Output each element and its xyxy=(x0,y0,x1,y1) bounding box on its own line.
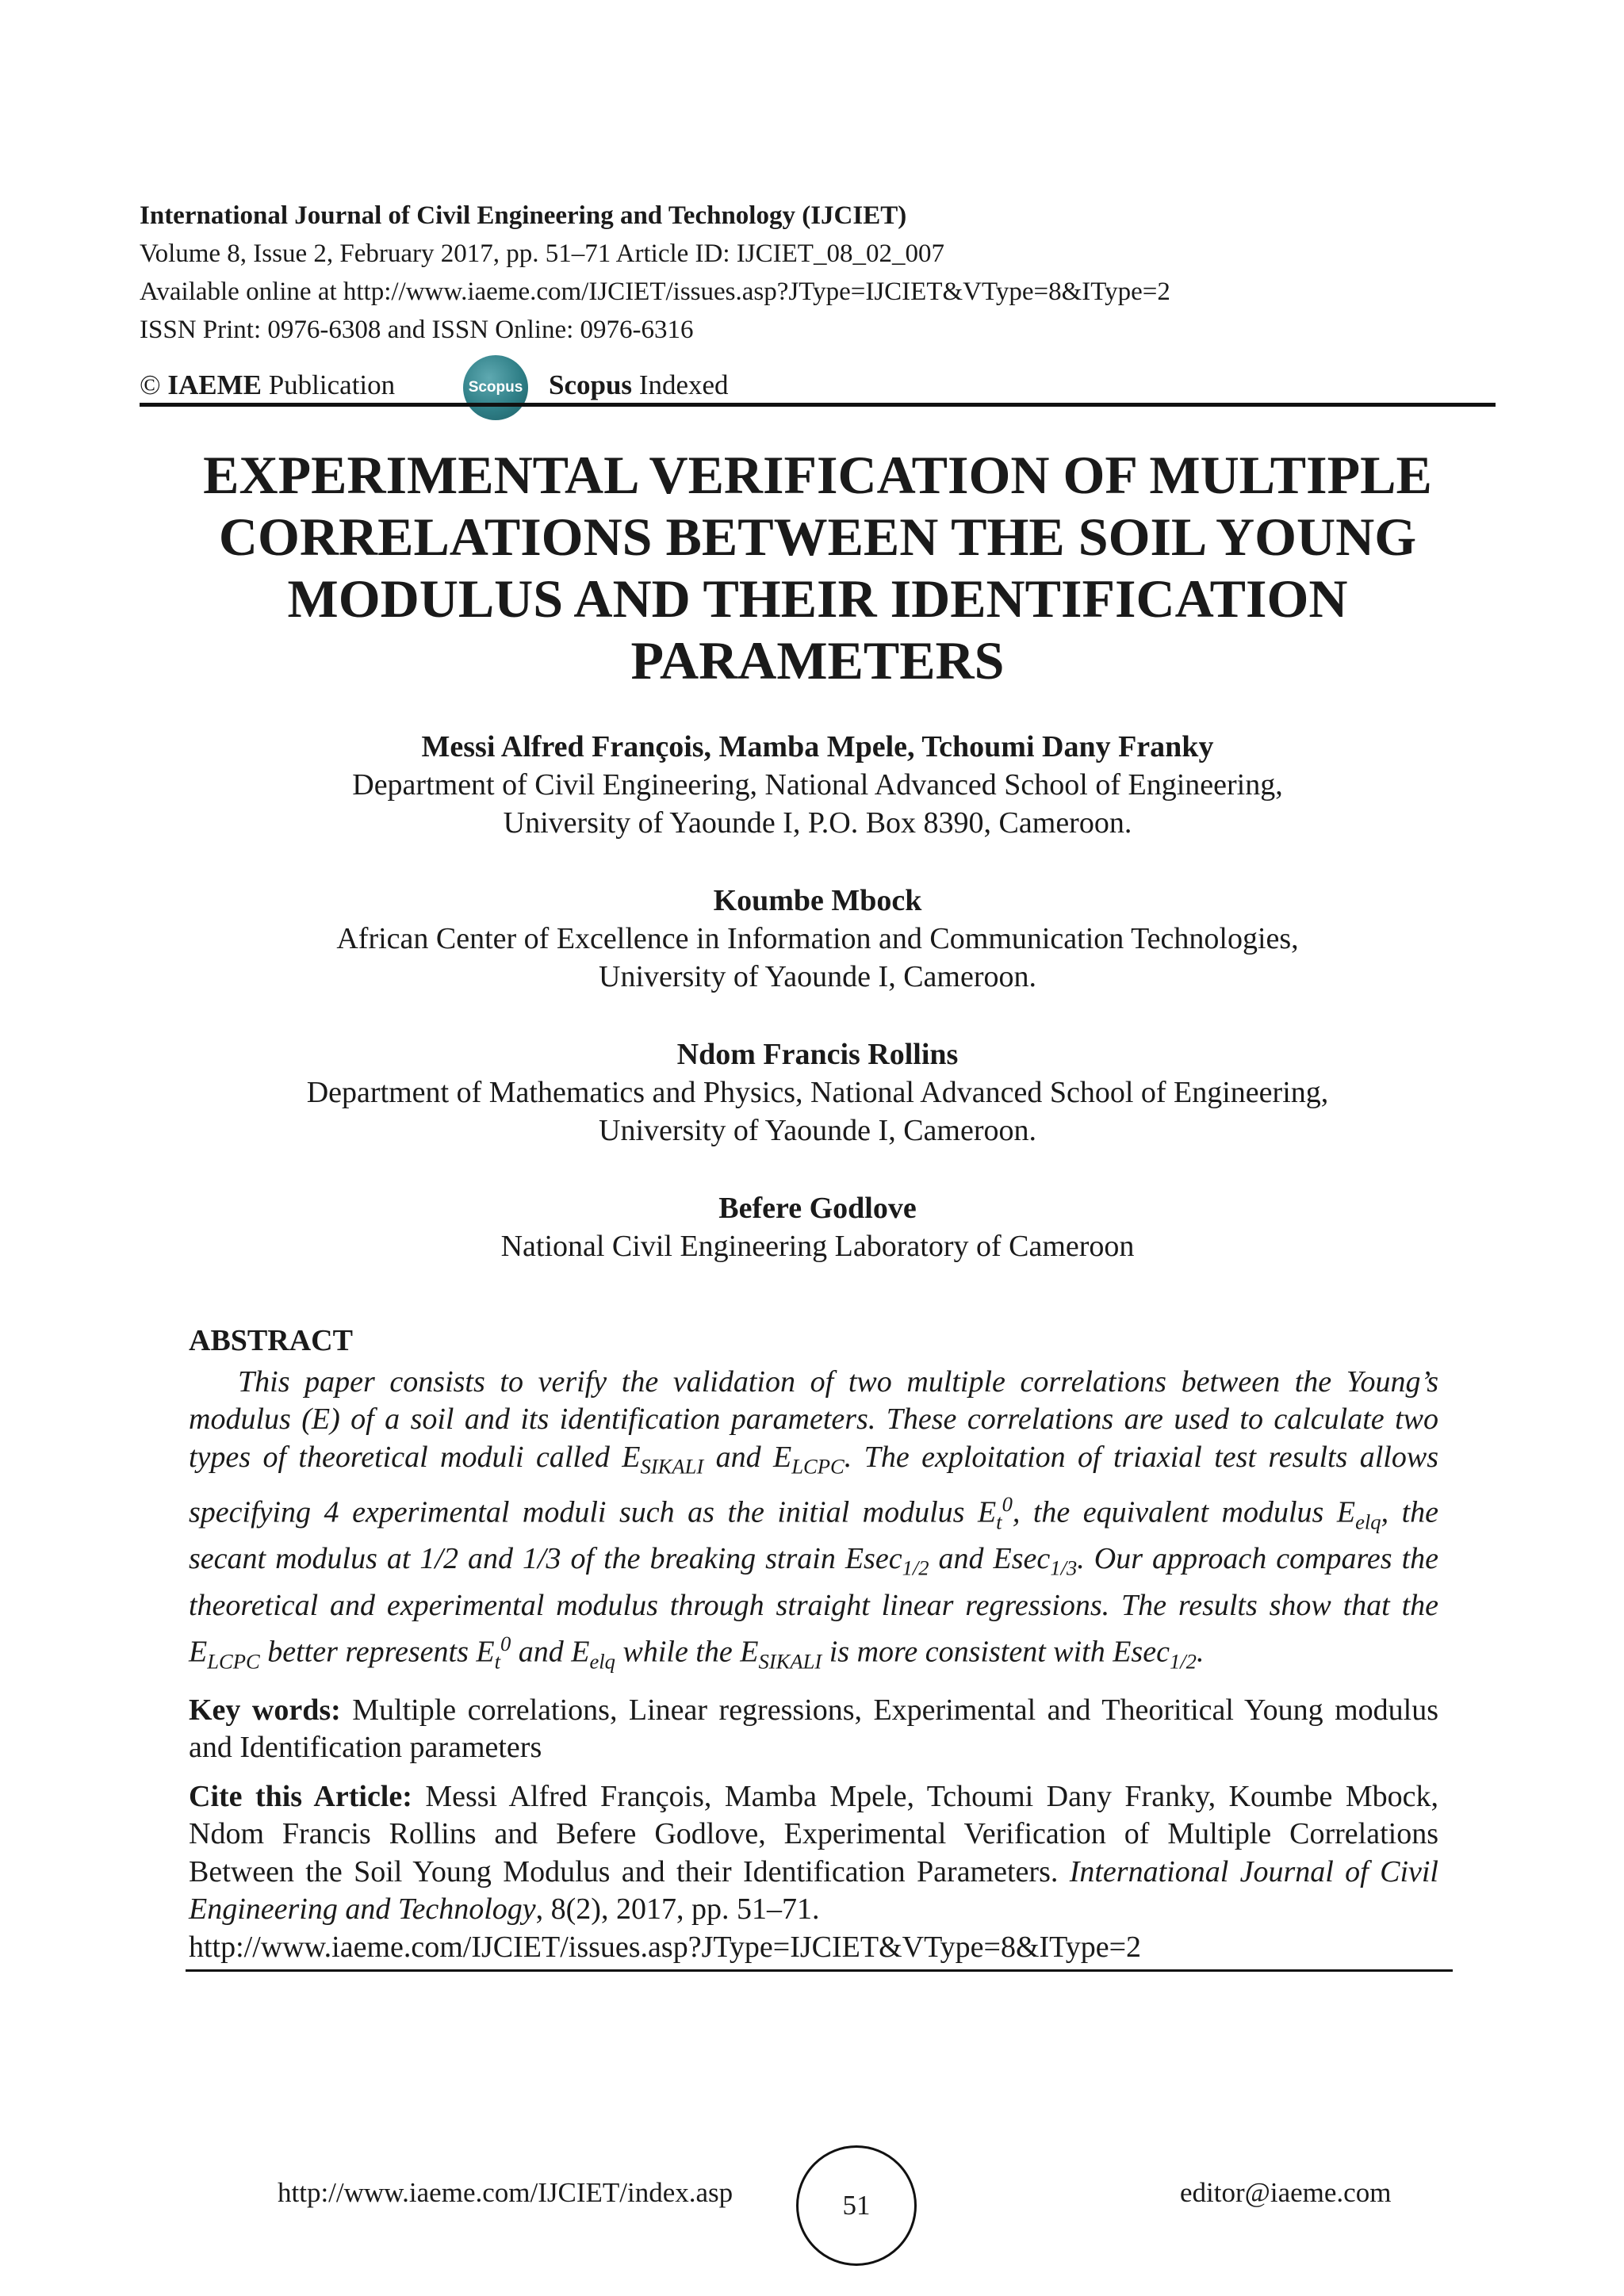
author-names: Befere Godlove xyxy=(718,1192,917,1225)
publisher-label xyxy=(140,369,395,401)
availability-link[interactable]: Available online at http://www.iaeme.com/IJCIET/issues.asp?JType=IJCIET&VType=8&IType=2 xyxy=(140,277,1170,306)
citation-divider xyxy=(186,1969,1453,1972)
title-line: PARAMETERS xyxy=(630,630,1005,691)
publisher-name: IAEME xyxy=(167,369,262,400)
title-line: MODULUS AND THEIR IDENTIFICATION xyxy=(287,568,1348,629)
cite-label: Cite this Article: xyxy=(189,1779,412,1813)
author-block xyxy=(140,1189,1496,1265)
author-block xyxy=(140,882,1496,996)
publisher-suffix: Publication xyxy=(261,369,396,400)
affiliation-line: University of Yaounde I, Cameroon. xyxy=(599,960,1036,993)
author-names: Ndom Francis Rollins xyxy=(676,1038,959,1071)
author-block xyxy=(140,1035,1496,1150)
cite-url[interactable]: http://www.iaeme.com/IJCIET/issues.asp?JType=IJCIET&VType=8&IType=2 xyxy=(189,1930,1142,1964)
publication-row xyxy=(140,355,1496,404)
citation-paragraph xyxy=(189,1778,1438,1967)
cite-journal: International Journal of Civil Engineering and Technology xyxy=(189,1854,1438,1927)
scopus-name: Scopus xyxy=(549,369,633,400)
issn-info: ISSN Print: 0976-6308 and ISSN Online: 0976-6316 xyxy=(140,316,694,344)
affiliation-line: National Civil Engineering Laboratory of Cameroon xyxy=(500,1230,1135,1263)
affiliation-line: Department of Mathematics and Physics, National Advanced School of Engineering, xyxy=(306,1076,1329,1109)
abstract-section xyxy=(189,1322,1438,1966)
author-names: Koumbe Mbock xyxy=(713,884,922,917)
page-number: 51 xyxy=(796,2145,917,2266)
author-block xyxy=(140,728,1496,842)
affiliation-line: Department of Civil Engineering, National Advanced School of Engineering, xyxy=(352,768,1283,802)
volume-info: Volume 8, Issue 2, February 2017, pp. 51–71 Article ID: IJCIET_08_02_007 xyxy=(140,239,944,268)
journal-title: International Journal of Civil Engineering and Technology (IJCIET) xyxy=(140,201,907,230)
cite-text: Messi Alfred François, Mamba Mpele, Tchoumi Dany Franky, Koumbe Mbock, Ndom Francis Rollins and Befere Godlove, Experimental Verification of Multiple Correlations Between the Soil Young Modulus and their Identification Parameters. xyxy=(189,1779,1438,1888)
affiliation-line: African Center of Excellence in Information and Communication Technologies, xyxy=(336,922,1299,955)
abstract-heading: ABSTRACT xyxy=(189,1324,353,1357)
page-footer xyxy=(0,2145,1624,2256)
title-line: CORRELATIONS BETWEEN THE SOIL YOUNG xyxy=(218,507,1417,567)
journal-header xyxy=(140,197,1496,349)
cite-details: , 8(2), 2017, pp. 51–71. xyxy=(535,1892,820,1927)
affiliation-line: University of Yaounde I, Cameroon. xyxy=(599,1114,1036,1147)
footer-email-link[interactable]: editor@iaeme.com xyxy=(1180,2177,1392,2208)
copyright-symbol: © xyxy=(140,369,168,400)
scopus-indexed-label xyxy=(549,369,729,401)
keywords-paragraph xyxy=(189,1692,1438,1767)
abstract-body: This paper consists to verify the validation of two multiple correlations between the Young’s modulus (E) of a soil and its identification parameters. These correlations are used to calculate two types of theoretical moduli called $E_{SIKALI}$ and $E_{LCPC}$. The exploitation of triaxial test results allows specifying 4 experimental moduli such as the initial modulus $E_t^0$, the equivalent modulus $E_{elq}$, the secant modulus at 1/2 and 1/3 of the breaking strain Esec$_{1/2}$ and Esec$_{1/3}$. Our approach compares the theoretical and experimental modulus through straight linear regressions. The results show that the $E_{LCPC}$ better represents $E_t^0$ and $E_{elq}$ while the $E_{SIKALI}$ is more consistent with Esec$_{1/2}$. xyxy=(189,1364,1439,1674)
scopus-suffix: Indexed xyxy=(632,369,729,400)
title-line: EXPERIMENTAL VERIFICATION OF MULTIPLE xyxy=(203,445,1432,505)
keywords-text: Multiple correlations, Linear regressions, Experimental and Theoritical Young modulus and Identification parameters xyxy=(189,1693,1439,1765)
footer-url-link[interactable]: http://www.iaeme.com/IJCIET/index.asp xyxy=(278,2177,733,2208)
paper-title xyxy=(140,444,1496,691)
header-divider xyxy=(140,403,1496,407)
scopus-logo-icon: Scopus xyxy=(463,355,528,420)
affiliation-line: University of Yaounde I, P.O. Box 8390, Cameroon. xyxy=(503,806,1132,840)
keywords-label: Key words: xyxy=(189,1693,341,1727)
author-names: Messi Alfred François, Mamba Mpele, Tchoumi Dany Franky xyxy=(421,730,1214,763)
